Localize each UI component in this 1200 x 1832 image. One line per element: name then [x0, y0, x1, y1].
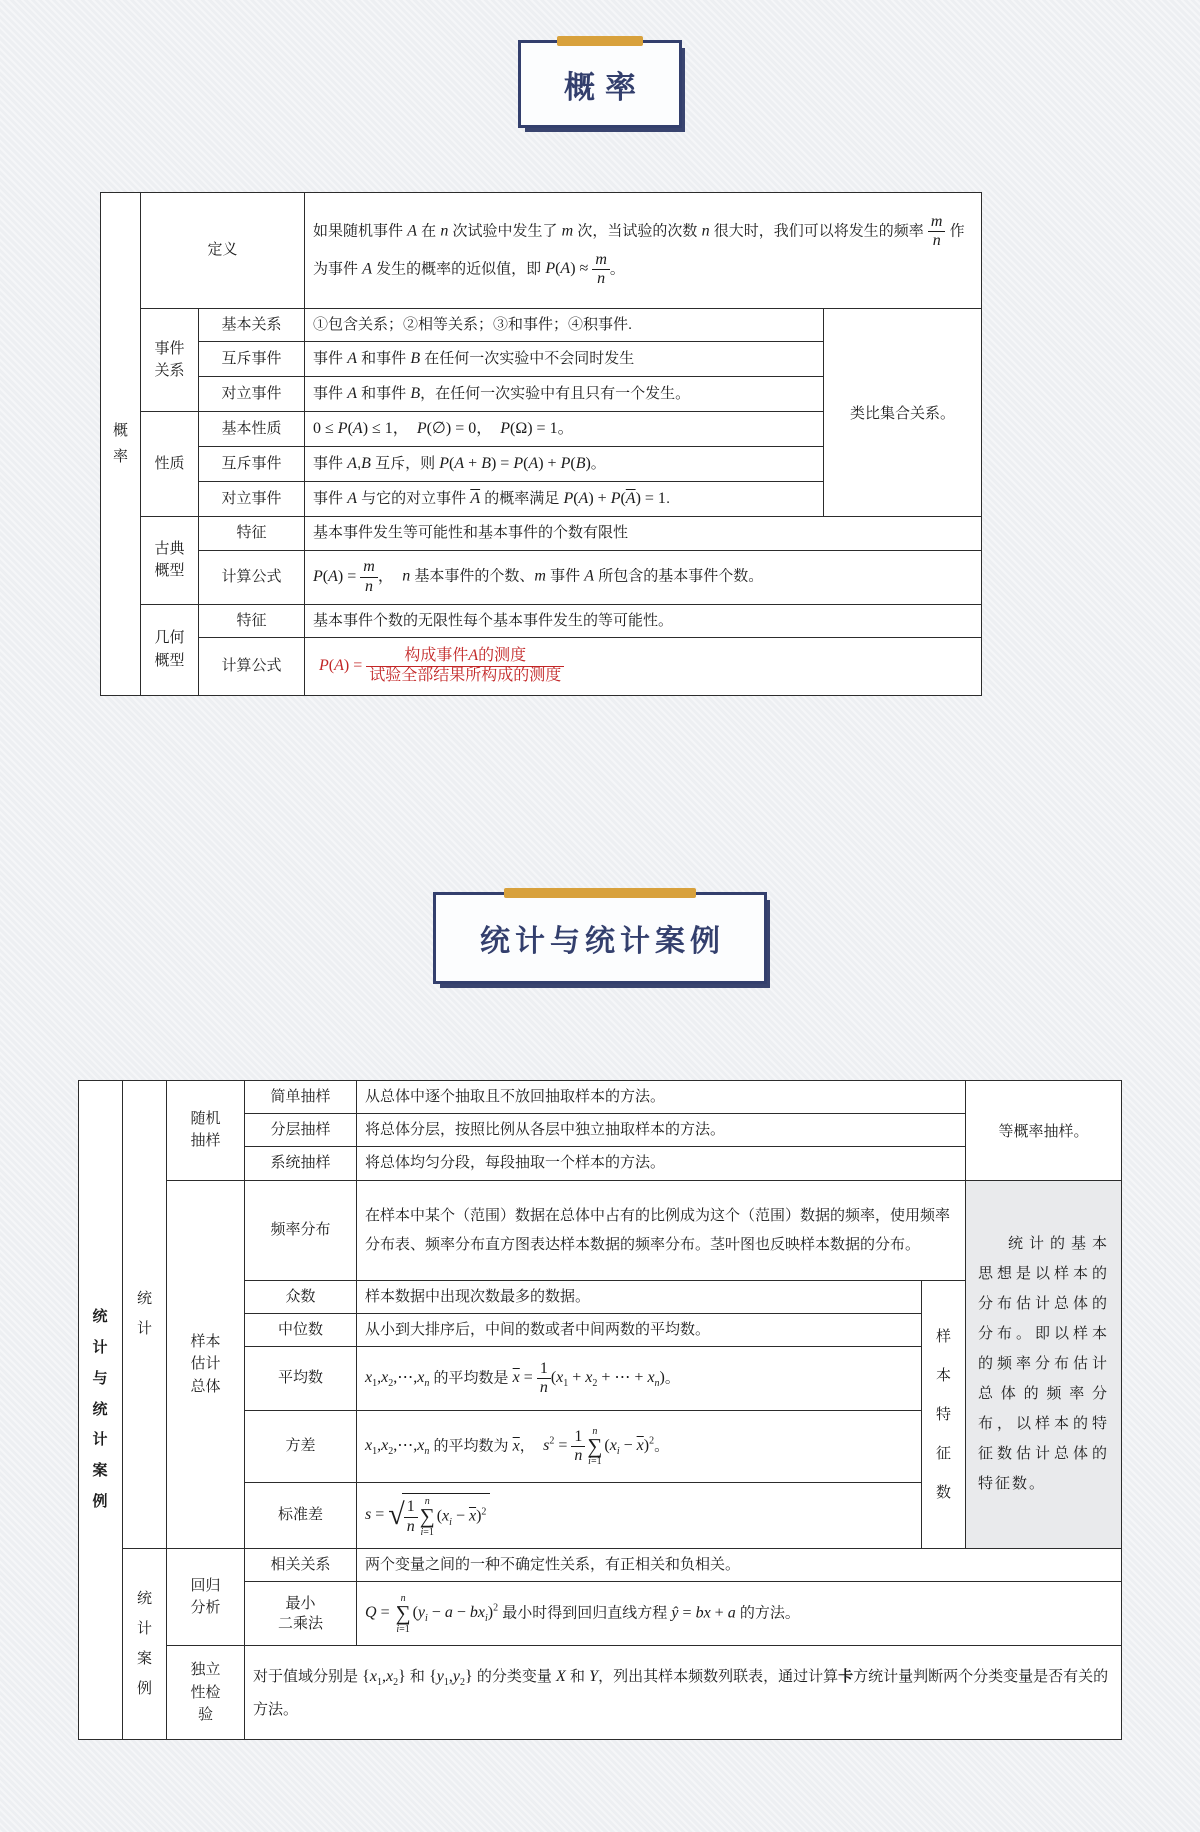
t2-row-jiandan	[79, 1080, 1122, 1113]
t2-group-duli: 独立性检验	[167, 1646, 245, 1740]
t1-jibenxingzhi-label: 基本性质	[199, 412, 305, 447]
t2-statistics-idea-note: 统计的基本思想是以样本的分布估计总体的分布。即以样本的频率分布估计总体的频率分布，以样本的特征数估计总体的特征数。	[966, 1180, 1122, 1549]
t2-row-duli	[79, 1646, 1122, 1740]
t2-zhongshu-label: 众数	[245, 1280, 357, 1313]
t2-biaozhun-content: s = √ $\frac{1}{n}$ n ∑ i=1 $(x_i - \overline{x})^2$	[357, 1483, 922, 1549]
t2-zhongshu-content: 样本数据中出现次数最多的数据。	[357, 1280, 922, 1313]
t2-feature-col-label: 样本特征数	[921, 1280, 965, 1549]
t1-row-tezheng2	[101, 604, 982, 637]
t1-huchi1-label: 互斥事件	[199, 342, 305, 377]
t1-group-gudian: 古典概型	[141, 517, 199, 604]
t2-fenceng-label: 分层抽样	[245, 1114, 357, 1147]
t2-xitong-content: 将总体均匀分段，每段抽取一个样本的方法。	[357, 1147, 966, 1180]
t1-tezheng1-label: 特征	[199, 517, 305, 550]
t2-side-label: 统计与统计案例	[79, 1080, 123, 1740]
t1-duili2-content: 事件 A 与它的对立事件 $\overline{A}$ 的概率满足 $P(A) + P(\overline{A}) = 1$.	[305, 482, 824, 517]
t1-gongshi1-content: P(A) = $\frac{m}{n}$ ， n 基本事件的个数、m 事件 A 所包含的基本事件个数。	[305, 550, 982, 604]
t2-group-yangben: 样本估计总体	[167, 1180, 245, 1549]
t1-group-xingzhi: 性质	[141, 412, 199, 517]
t2-duli-content: 对于值域分别是 $\{x_1,x_2\}$ 和 $\{y_1,y_2\}$ 的分类变量 X 和 Y，列出其样本频数列联表，通过计算卡方统计量判断两个分类变量是否有关的方法。	[245, 1646, 1122, 1740]
t1-jibenguanxi-label: 基本关系	[199, 309, 305, 342]
t1-tezheng2-content: 基本事件个数的无限性每个基本事件发生的等可能性。	[305, 604, 982, 637]
t2-pingjun-content: $x_1,x_2,\cdots,x_n$ 的平均数是 $\overline{x}$ = $\frac{1}{n}$ ($x_1 + x_2$ + ⋯ + $x_n$)。	[357, 1347, 922, 1411]
t1-tezheng1-content: 基本事件发生等可能性和基本事件的个数有限性	[305, 517, 982, 550]
statistics-title-box	[433, 892, 767, 984]
t2-equal-probability-note: 等概率抽样。	[966, 1080, 1122, 1180]
statistics-title: 统计与统计案例	[480, 924, 725, 958]
t1-row-tezheng1	[101, 517, 982, 550]
t2-jiandan-label: 简单抽样	[245, 1080, 357, 1113]
t1-row-gongshi2	[101, 637, 982, 695]
t2-row-xiangguan	[79, 1549, 1122, 1582]
statistics-table	[78, 1080, 1122, 1741]
t2-zhongwei-label: 中位数	[245, 1313, 357, 1346]
t1-huchi1-content: 事件 A 和事件 B 在任何一次实验中不会同时发生	[305, 342, 824, 377]
t2-row-pinlv	[79, 1180, 1122, 1280]
t1-gongshi1-label: 计算公式	[199, 550, 305, 604]
t2-jiandan-content: 从总体中逐个抽取且不放回抽取样本的方法。	[357, 1080, 966, 1113]
t1-dingyi-content: 如果随机事件 A 在 n 次试验中发生了 m 次，当试验的次数 n 很大时，我们可以将发生的频率 $\frac{m}{n}$ 作为事件 A 发生的概率的近似值，即 P(A) ≈ $\frac{m}{n}$ 。	[305, 193, 982, 309]
t2-group-suiji: 随机抽样	[167, 1080, 245, 1180]
t1-group-jihe: 几何概型	[141, 604, 199, 695]
t1-group-shijianguanxi: 事件关系	[141, 309, 199, 412]
t2-ercheng-label: 最小 二乘法	[245, 1582, 357, 1646]
t1-duili2-label: 对立事件	[199, 482, 305, 517]
t1-jibenguanxi-content: ①包含关系；②相等关系；③和事件；④积事件.	[305, 309, 824, 342]
t1-huchi2-label: 互斥事件	[199, 447, 305, 482]
t1-jibenxingzhi-content: 0 ≤ P(A) ≤ 1， P(∅) = 0， P(Ω) = 1。	[305, 412, 824, 447]
t2-group-huigui: 回归分析	[167, 1549, 245, 1646]
t1-gongshi2-label: 计算公式	[199, 637, 305, 695]
t2-fangcha-label: 方差	[245, 1411, 357, 1483]
t1-row-dingyi	[101, 193, 982, 309]
t2-xitong-label: 系统抽样	[245, 1147, 357, 1180]
t1-tezheng2-label: 特征	[199, 604, 305, 637]
t1-side-label: 概率	[101, 193, 141, 696]
t2-biaozhun-label: 标准差	[245, 1483, 357, 1549]
t2-branch-anli: 统计案例	[123, 1549, 167, 1740]
t2-pinlv-label: 频率分布	[245, 1180, 357, 1280]
t1-duili1-content: 事件 A 和事件 B，在任何一次实验中有且只有一个发生。	[305, 377, 824, 412]
t2-fangcha-content: $x_1,x_2,\cdots,x_n$ 的平均数为 $\overline{x}$， $s^2$ = $\frac{1}{n}$ n ∑ i=1 $(x_i - \overline{x})^2$。	[357, 1411, 922, 1483]
t1-row-gongshi1	[101, 550, 982, 604]
study-notes-page	[0, 40, 1200, 1832]
t1-duili1-label: 对立事件	[199, 377, 305, 412]
t1-dingyi-label: 定义	[141, 193, 305, 309]
t1-gongshi2-content: P(A) = $\frac{\text{构成事件A的测度}}{\text{试验全部结果所构成的测度}}$	[305, 637, 982, 695]
t2-pinlv-content: 在样本中某个（范围）数据在总体中占有的比例成为这个（范围）数据的频率，使用频率分布表、频率分布直方图表达样本数据的频率分布。茎叶图也反映样本数据的分布。	[357, 1180, 966, 1280]
t2-fenceng-content: 将总体分层，按照比例从各层中独立抽取样本的方法。	[357, 1114, 966, 1147]
gold-accent-bar	[557, 36, 643, 46]
probability-title: 概率	[564, 69, 646, 105]
t2-xiangguan-content: 两个变量之间的一种不确定性关系，有正相关和负相关。	[357, 1549, 1122, 1582]
t2-xiangguan-label: 相关关系	[245, 1549, 357, 1582]
probability-table	[100, 192, 982, 696]
t2-branch-tongji: 统计	[123, 1080, 167, 1548]
t1-row-jibenguanxi	[101, 309, 982, 342]
t1-set-analogy-note: 类比集合关系。	[824, 309, 982, 517]
t2-pingjun-label: 平均数	[245, 1347, 357, 1411]
t1-huchi2-content: 事件 A,B 互斥，则 P(A + B) = P(A) + P(B)。	[305, 447, 824, 482]
t2-ercheng-content: Q = n ∑ i=1 $(y_i - a - bx_i)^2$ 最小时得到回归直线方程 ŷ = bx + a 的方法。	[357, 1582, 1122, 1646]
gold-accent-bar	[504, 888, 696, 898]
t2-zhongwei-content: 从小到大排序后，中间的数或者中间两数的平均数。	[357, 1313, 922, 1346]
probability-title-box	[518, 40, 682, 128]
